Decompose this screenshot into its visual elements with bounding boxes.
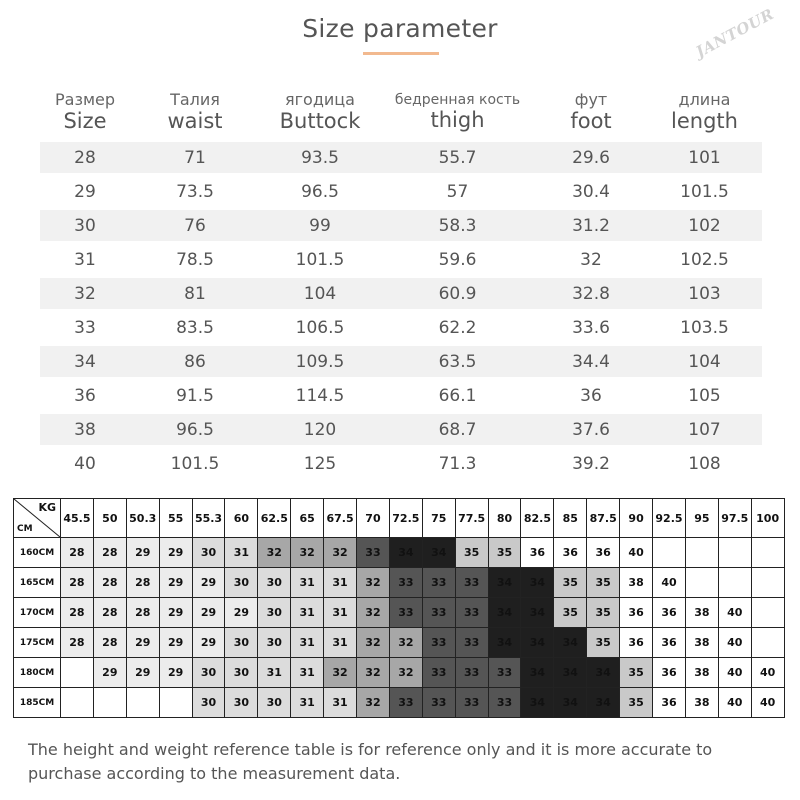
- size-cell: 39.2: [572, 453, 610, 474]
- size-reference-cell: [751, 538, 784, 568]
- size-reference-cell: 31: [324, 688, 357, 718]
- size-reference-cell: [751, 598, 784, 628]
- size-reference-cell: 28: [93, 538, 126, 568]
- size-reference-cell: 30: [258, 568, 291, 598]
- size-row: [40, 210, 762, 241]
- size-reference-cell: 29: [192, 568, 225, 598]
- size-cell: 33.6: [572, 317, 610, 338]
- size-cell: 40: [74, 453, 96, 474]
- size-reference-cell: 33: [422, 688, 455, 718]
- size-cell: 104: [260, 278, 380, 309]
- size-cell: 31.2: [535, 210, 647, 241]
- size-reference-cell: 38: [685, 628, 718, 658]
- size-reference-cell: 36: [653, 688, 686, 718]
- size-reference-cell: 40: [718, 628, 751, 658]
- size-cell: 37.6: [535, 414, 647, 445]
- size-reference-cell: 30: [192, 658, 225, 688]
- header-length-en: length: [671, 109, 738, 133]
- size-cell: 28: [40, 142, 130, 173]
- size-reference-cell: 32: [389, 628, 422, 658]
- size-reference-cell: 31: [225, 538, 258, 568]
- size-reference-cell: 38: [620, 568, 653, 598]
- size-reference-cell: 33: [389, 688, 422, 718]
- size-reference-cell: [159, 688, 192, 718]
- header-size-en: Size: [63, 109, 107, 133]
- height-row: [14, 538, 785, 568]
- size-cell: 106.5: [295, 317, 345, 338]
- height-row: [14, 688, 785, 718]
- size-reference-cell: 32: [389, 658, 422, 688]
- weight-header-cell: 85: [554, 499, 587, 538]
- size-reference-cell: 33: [455, 658, 488, 688]
- size-reference-cell: 29: [159, 658, 192, 688]
- size-table-body: [40, 142, 762, 479]
- size-reference-cell: 30: [225, 658, 258, 688]
- weight-header-cell: 90: [620, 499, 653, 538]
- size-reference-cell: 34: [587, 658, 620, 688]
- size-reference-cell: 29: [93, 658, 126, 688]
- size-cell: 73.5: [176, 181, 214, 202]
- size-cell: 68.7: [380, 414, 535, 445]
- weight-header-cell: 82.5: [521, 499, 554, 538]
- height-row: [14, 628, 785, 658]
- corner-cm-label: CM: [17, 524, 33, 534]
- size-reference-cell: 35: [620, 658, 653, 688]
- size-reference-cell: [653, 538, 686, 568]
- size-reference-cell: [718, 538, 751, 568]
- size-reference-cell: 33: [455, 568, 488, 598]
- header-thigh-en: thigh: [430, 108, 485, 132]
- weight-header-cell: 95: [685, 499, 718, 538]
- size-reference-cell: 34: [488, 598, 521, 628]
- size-cell: 36: [74, 385, 96, 406]
- size-cell: 57: [446, 181, 469, 202]
- size-reference-cell: 34: [554, 628, 587, 658]
- height-row: [14, 568, 785, 598]
- weight-header-cell: 55: [159, 499, 192, 538]
- size-reference-cell: [126, 688, 159, 718]
- header-thigh-ru: бедренная кость: [394, 92, 521, 108]
- size-reference-cell: 36: [620, 628, 653, 658]
- weight-header-cell: 100: [751, 499, 784, 538]
- size-cell: 32: [580, 249, 602, 270]
- weight-header-cell: 67.5: [324, 499, 357, 538]
- size-cell: 101.5: [680, 181, 729, 202]
- size-cell: 83.5: [176, 317, 214, 338]
- size-reference-cell: 30: [192, 688, 225, 718]
- size-reference-cell: 36: [653, 658, 686, 688]
- size-reference-cell: 29: [192, 628, 225, 658]
- header-length: [647, 82, 762, 142]
- size-reference-cell: 35: [587, 628, 620, 658]
- size-cell: 101.5: [295, 249, 345, 270]
- weight-header-cell: 50.3: [126, 499, 159, 538]
- size-reference-cell: 32: [357, 598, 390, 628]
- size-row: [40, 278, 762, 309]
- size-cell: 93.5: [260, 142, 380, 173]
- size-reference-cell: 40: [718, 688, 751, 718]
- header-foot: [535, 82, 647, 142]
- size-cell: 60.9: [380, 278, 535, 309]
- header-length-ru: длина: [678, 90, 731, 109]
- size-reference-cell: 31: [324, 598, 357, 628]
- size-cell: 91.5: [176, 385, 214, 406]
- size-reference-cell: 40: [620, 538, 653, 568]
- size-cell: 58.3: [380, 210, 535, 241]
- size-cell: 38: [40, 414, 130, 445]
- size-reference-cell: 31: [291, 658, 324, 688]
- size-reference-cell: [61, 658, 94, 688]
- height-label: 175CM: [14, 628, 61, 658]
- size-reference-cell: 29: [225, 598, 258, 628]
- header-buttock-en: Buttock: [279, 109, 361, 133]
- size-reference-cell: 28: [93, 628, 126, 658]
- page-title: Size parameter: [302, 14, 498, 43]
- size-reference-cell: 31: [258, 658, 291, 688]
- size-reference-cell: 33: [488, 658, 521, 688]
- size-reference-cell: 28: [126, 568, 159, 598]
- size-cell: 81: [130, 278, 260, 309]
- size-reference-cell: 40: [751, 658, 784, 688]
- header-buttock: [260, 82, 380, 142]
- size-reference-cell: 35: [587, 598, 620, 628]
- size-reference-cell: 34: [488, 628, 521, 658]
- size-cell: 102.5: [680, 249, 729, 270]
- size-cell: 59.6: [438, 249, 477, 270]
- size-reference-cell: 29: [159, 538, 192, 568]
- weight-header-cell: 97.5: [718, 499, 751, 538]
- size-cell: 34: [40, 346, 130, 377]
- size-reference-cell: 34: [521, 688, 554, 718]
- size-reference-cell: 30: [192, 538, 225, 568]
- size-cell: 30.4: [572, 181, 610, 202]
- size-reference-cell: [751, 628, 784, 658]
- size-row: [40, 380, 762, 411]
- size-cell: 71: [130, 142, 260, 173]
- size-reference-cell: 35: [587, 568, 620, 598]
- size-reference-cell: 31: [324, 568, 357, 598]
- header-waist-ru: Талия: [170, 90, 220, 109]
- size-reference-cell: 32: [357, 658, 390, 688]
- size-cell: 114.5: [295, 385, 345, 406]
- size-cell: 103.5: [680, 317, 729, 338]
- size-reference-cell: 32: [291, 538, 324, 568]
- header-buttock-ru: ягодица: [285, 90, 355, 109]
- size-reference-cell: 29: [192, 598, 225, 628]
- size-reference-cell: 28: [126, 598, 159, 628]
- weight-header-cell: 45.5: [61, 499, 94, 538]
- height-row: [14, 598, 785, 628]
- size-reference-cell: [718, 568, 751, 598]
- size-reference-cell: 34: [521, 658, 554, 688]
- size-reference-cell: 33: [389, 598, 422, 628]
- size-reference-cell: 32: [324, 658, 357, 688]
- size-cell: 101.5: [170, 453, 220, 474]
- weight-header-row: [14, 499, 785, 538]
- size-cell: 71.3: [438, 453, 477, 474]
- size-reference-cell: [685, 568, 718, 598]
- reference-table-body: [14, 499, 785, 718]
- size-reference-cell: 29: [159, 628, 192, 658]
- size-reference-cell: 36: [653, 628, 686, 658]
- header-size: [40, 82, 130, 142]
- size-reference-cell: 29: [126, 628, 159, 658]
- header-waist: [130, 82, 260, 142]
- size-reference-cell: 33: [488, 688, 521, 718]
- size-table-header-row: [40, 82, 762, 142]
- size-cell: 36: [580, 385, 602, 406]
- size-reference-cell: 30: [258, 688, 291, 718]
- size-reference-cell: 31: [291, 688, 324, 718]
- size-reference-cell: 29: [159, 598, 192, 628]
- size-reference-cell: 34: [554, 658, 587, 688]
- size-cell: 96.5: [130, 414, 260, 445]
- size-reference-cell: 35: [620, 688, 653, 718]
- weight-header-cell: 92.5: [653, 499, 686, 538]
- height-weight-reference-table: [13, 498, 785, 718]
- size-reference-cell: 40: [718, 598, 751, 628]
- size-cell: 86: [130, 346, 260, 377]
- size-reference-cell: 34: [521, 598, 554, 628]
- size-cell: 66.1: [438, 385, 477, 406]
- size-row: [40, 142, 762, 173]
- size-cell: 30: [40, 210, 130, 241]
- size-reference-cell: 33: [422, 628, 455, 658]
- size-cell: 63.5: [380, 346, 535, 377]
- size-cell: 34.4: [535, 346, 647, 377]
- size-cell: 55.7: [380, 142, 535, 173]
- size-reference-cell: [61, 688, 94, 718]
- size-reference-cell: 33: [455, 628, 488, 658]
- header-thigh: [380, 82, 535, 142]
- size-cell: 31: [74, 249, 96, 270]
- weight-header-cell: 87.5: [587, 499, 620, 538]
- size-reference-cell: 28: [61, 538, 94, 568]
- size-reference-cell: 33: [455, 598, 488, 628]
- size-reference-cell: 32: [357, 688, 390, 718]
- size-reference-cell: [685, 538, 718, 568]
- size-reference-cell: 36: [620, 598, 653, 628]
- size-row: [40, 414, 762, 445]
- size-reference-cell: 40: [653, 568, 686, 598]
- size-reference-cell: 31: [291, 628, 324, 658]
- weight-header-cell: 55.3: [192, 499, 225, 538]
- weight-header-cell: 65: [291, 499, 324, 538]
- height-label: 185CM: [14, 688, 61, 718]
- size-cell: 103: [647, 278, 762, 309]
- size-reference-cell: 33: [389, 568, 422, 598]
- size-reference-cell: 33: [357, 538, 390, 568]
- size-reference-cell: 32: [357, 568, 390, 598]
- height-row: [14, 658, 785, 688]
- size-reference-cell: 34: [554, 688, 587, 718]
- size-cell: 76: [130, 210, 260, 241]
- reference-note: The height and weight reference table is for reference only and it is more accurate to purchase according to the measurement data.: [28, 740, 713, 783]
- weight-header-cell: 72.5: [389, 499, 422, 538]
- size-reference-cell: 36: [653, 598, 686, 628]
- weight-header-cell: 70: [357, 499, 390, 538]
- size-cell: 96.5: [301, 181, 339, 202]
- size-cell: 99: [260, 210, 380, 241]
- size-reference-cell: 38: [685, 658, 718, 688]
- height-label: 170CM: [14, 598, 61, 628]
- size-reference-cell: 31: [324, 628, 357, 658]
- size-reference-cell: 29: [159, 568, 192, 598]
- size-reference-cell: 31: [291, 598, 324, 628]
- size-reference-cell: 30: [225, 628, 258, 658]
- size-cell: 29.6: [535, 142, 647, 173]
- size-cell: 33: [74, 317, 96, 338]
- weight-header-cell: 60: [225, 499, 258, 538]
- size-reference-cell: 36: [521, 538, 554, 568]
- header-foot-ru: фут: [574, 90, 608, 109]
- size-reference-cell: [93, 688, 126, 718]
- size-reference-cell: [751, 568, 784, 598]
- size-reference-cell: 34: [587, 688, 620, 718]
- size-cell: 62.2: [438, 317, 477, 338]
- title-underline: [363, 52, 439, 55]
- size-reference-cell: 36: [587, 538, 620, 568]
- size-reference-cell: 32: [357, 628, 390, 658]
- size-reference-cell: 28: [61, 568, 94, 598]
- corner-kg-label: KG: [38, 501, 56, 514]
- brand-watermark: JANTOUR: [692, 4, 777, 62]
- size-reference-cell: 33: [422, 658, 455, 688]
- size-reference-cell: 32: [324, 538, 357, 568]
- size-reference-cell: 32: [258, 538, 291, 568]
- size-cell: 32.8: [535, 278, 647, 309]
- size-cell: 125: [303, 453, 337, 474]
- size-cell: 109.5: [260, 346, 380, 377]
- size-cell: 108: [688, 453, 721, 474]
- size-cell: 29: [74, 181, 96, 202]
- size-reference-cell: 29: [126, 538, 159, 568]
- size-parameter-table: [40, 82, 762, 479]
- size-cell: 120: [260, 414, 380, 445]
- size-reference-cell: 34: [521, 568, 554, 598]
- size-reference-cell: 28: [93, 568, 126, 598]
- corner-cell: [14, 499, 61, 538]
- size-reference-cell: 33: [422, 598, 455, 628]
- size-reference-cell: 35: [554, 598, 587, 628]
- size-row: [40, 448, 762, 479]
- size-cell: 105: [688, 385, 721, 406]
- size-reference-cell: 35: [554, 568, 587, 598]
- size-cell: 107: [647, 414, 762, 445]
- size-reference-cell: 30: [225, 568, 258, 598]
- size-reference-cell: 30: [258, 598, 291, 628]
- size-reference-cell: 35: [455, 538, 488, 568]
- header-foot-en: foot: [570, 109, 612, 133]
- size-reference-cell: 33: [455, 688, 488, 718]
- size-reference-cell: 38: [685, 688, 718, 718]
- size-reference-cell: 40: [751, 688, 784, 718]
- size-reference-cell: 34: [488, 568, 521, 598]
- size-row: [40, 312, 762, 343]
- height-label: 160CM: [14, 538, 61, 568]
- size-reference-cell: 31: [291, 568, 324, 598]
- size-cell: 101: [647, 142, 762, 173]
- size-reference-cell: 36: [554, 538, 587, 568]
- size-reference-cell: 28: [93, 598, 126, 628]
- weight-header-cell: 77.5: [455, 499, 488, 538]
- size-reference-cell: 34: [422, 538, 455, 568]
- size-row: [40, 244, 762, 275]
- size-reference-cell: 34: [521, 628, 554, 658]
- weight-header-cell: 75: [422, 499, 455, 538]
- size-row: [40, 176, 762, 207]
- height-label: 165CM: [14, 568, 61, 598]
- header-size-ru: Размер: [54, 90, 116, 109]
- weight-header-cell: 62.5: [258, 499, 291, 538]
- size-reference-cell: 40: [718, 658, 751, 688]
- size-reference-cell: 38: [685, 598, 718, 628]
- size-reference-cell: 28: [61, 598, 94, 628]
- size-row: [40, 346, 762, 377]
- size-reference-cell: 35: [488, 538, 521, 568]
- size-reference-cell: 30: [258, 628, 291, 658]
- size-cell: 102: [647, 210, 762, 241]
- height-label: 180CM: [14, 658, 61, 688]
- size-reference-cell: 29: [126, 658, 159, 688]
- size-reference-cell: 28: [61, 628, 94, 658]
- size-cell: 104: [647, 346, 762, 377]
- size-reference-cell: 30: [225, 688, 258, 718]
- size-cell: 78.5: [176, 249, 214, 270]
- size-cell: 32: [40, 278, 130, 309]
- size-reference-cell: 34: [389, 538, 422, 568]
- size-reference-cell: 33: [422, 568, 455, 598]
- weight-header-cell: 80: [488, 499, 521, 538]
- header-waist-en: waist: [167, 109, 223, 133]
- weight-header-cell: 50: [93, 499, 126, 538]
